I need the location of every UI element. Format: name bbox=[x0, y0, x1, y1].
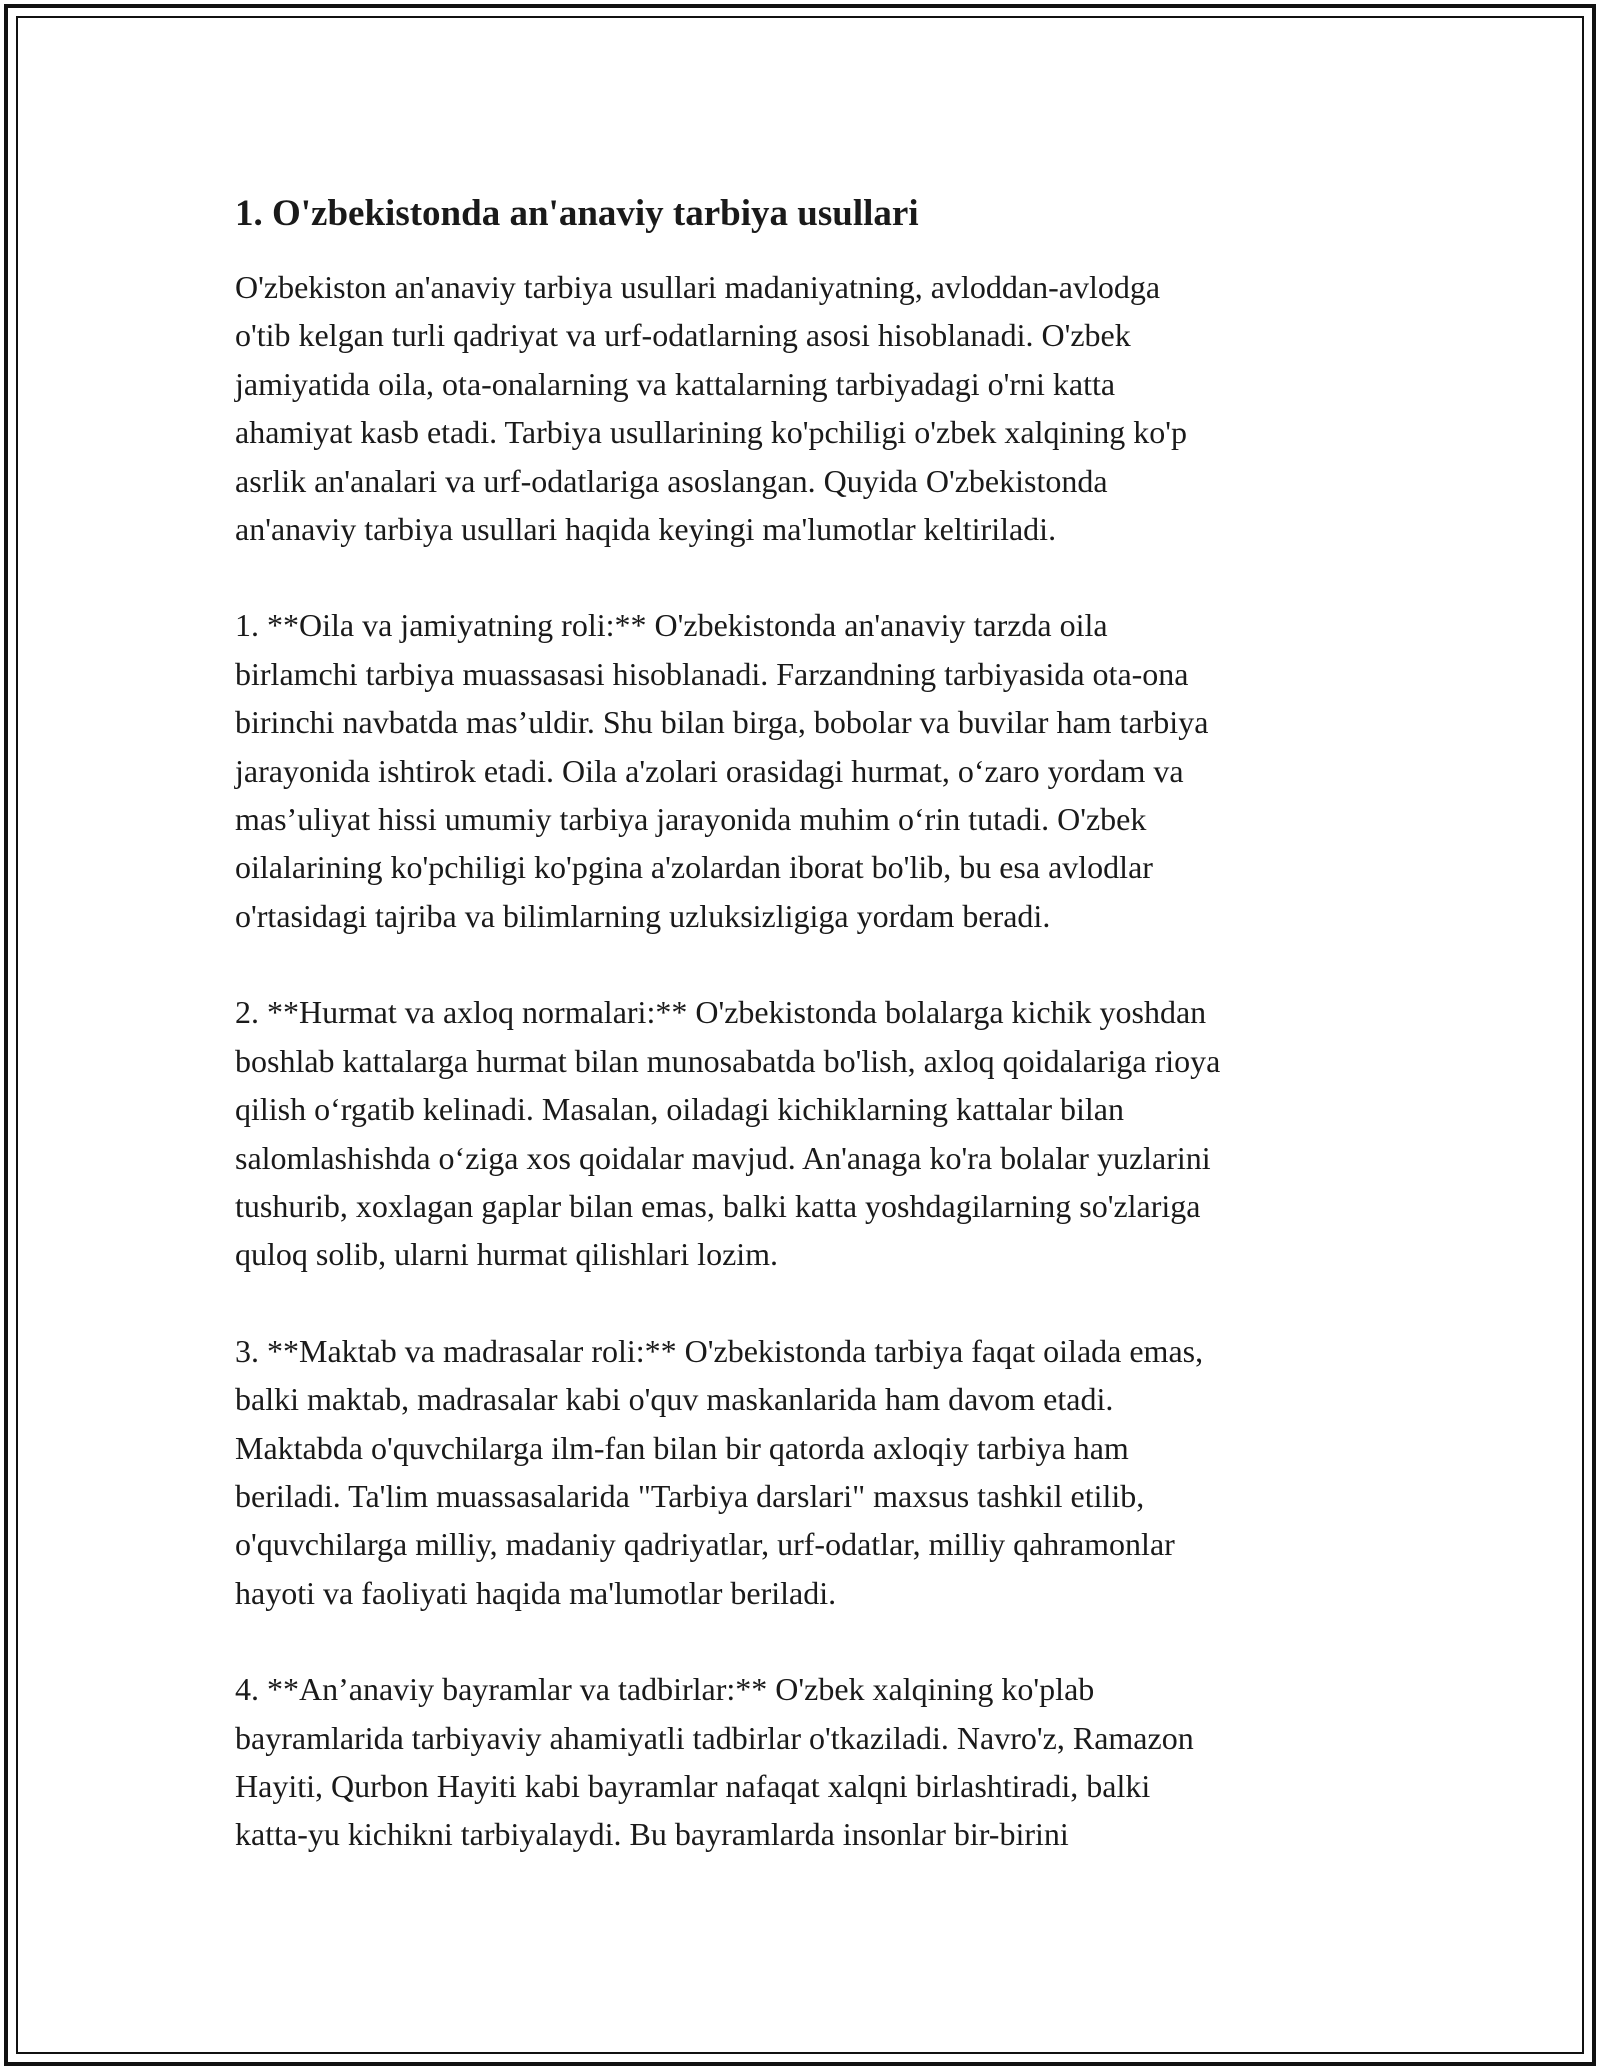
document-content bbox=[235, 188, 1385, 1859]
text-line: O'zbekiston an'anaviy tarbiya usullari madaniyatning, avloddan-avlodga bbox=[235, 269, 1161, 305]
paragraph-schools-role bbox=[235, 1327, 1385, 1617]
paragraph-family-role bbox=[235, 601, 1385, 940]
text-line: 1. **Oila va jamiyatning roli:** O'zbekistonda an'anaviy tarzda oila bbox=[235, 607, 1108, 644]
text-line: ahamiyat kasb etadi. Tarbiya usullarining ko'pchiligi o'zbek xalqining ko'p bbox=[235, 414, 1188, 451]
text-line: 2. **Hurmat va axloq normalari:** O'zbekistonda bolalarga kichik yoshdan bbox=[235, 994, 1207, 1031]
text-line: o'rtasidagi tajriba va bilimlarning uzluksizligiga yordam beradi. bbox=[235, 897, 1051, 934]
paragraph-intro bbox=[235, 263, 1385, 553]
text-line: jamiyatida oila, ota-onalarning va kattalarning tarbiyadagi o'rni katta bbox=[235, 365, 1116, 402]
text-line: birinchi navbatda mas’uldir. Shu bilan birga, bobolar va buvilar ham tarbiya bbox=[235, 704, 1209, 741]
text-line: an'anaviy tarbiya usullari haqida keyingi ma'lumotlar keltiriladi. bbox=[235, 511, 1057, 548]
paragraph-respect-morals bbox=[235, 988, 1385, 1278]
text-line: boshlab kattalarga hurmat bilan munosabatda bo'lish, axloq qoidalariga rioya bbox=[235, 1042, 1221, 1079]
text-line: tushurib, xoxlagan gaplar bilan emas, balki katta yoshdagilarning so'zlariga bbox=[235, 1187, 1201, 1224]
text-line: salomlashishda o‘ziga xos qoidalar mavjud. An'anaga ko'ra bolalar yuzlarini bbox=[235, 1139, 1211, 1176]
text-line: 3. **Maktab va madrasalar roli:** O'zbekistonda tarbiya faqat oilada emas, bbox=[235, 1332, 1204, 1369]
text-line: oilalarining ko'pchiligi ko'pgina a'zolardan iborat bo'lib, bu esa avlodlar bbox=[235, 849, 1153, 886]
text-line: Hayiti, Qurbon Hayiti kabi bayramlar nafaqat xalqni birlashtiradi, balki bbox=[235, 1767, 1151, 1804]
text-line: jarayonida ishtirok etadi. Oila a'zolari orasidagi hurmat, o‘zaro yordam va bbox=[235, 752, 1184, 789]
text-line: o'quvchilarga milliy, madaniy qadriyatlar, urf-odatlar, milliy qahramonlar bbox=[235, 1526, 1175, 1563]
text-line: 4. **An’anaviy bayramlar va tadbirlar:** O'zbek xalqining ko'plab bbox=[235, 1671, 1095, 1708]
text-line: asrlik an'analari va urf-odatlariga asoslangan. Quyida O'zbekistonda bbox=[235, 462, 1108, 499]
text-line: balki maktab, madrasalar kabi o'quv maskanlarida ham davom etadi. bbox=[235, 1381, 1114, 1418]
section-heading: 1. O'zbekistonda an'anaviy tarbiya usullari bbox=[235, 193, 919, 234]
text-line: o'tib kelgan turli qadriyat va urf-odatlarning asosi hisoblanadi. O'zbek bbox=[235, 317, 1131, 354]
text-line: bayramlarida tarbiyaviy ahamiyatli tadbirlar o'tkaziladi. Navro'z, Ramazon bbox=[235, 1719, 1194, 1756]
text-line: birlamchi tarbiya muassasasi hisoblanadi. Farzandning tarbiyasida ota-ona bbox=[235, 655, 1189, 692]
text-line: Maktabda o'quvchilarga ilm-fan bilan bir qatorda axloqiy tarbiya ham bbox=[235, 1429, 1129, 1466]
text-line: hayoti va faoliyati haqida ma'lumotlar beriladi. bbox=[235, 1574, 837, 1611]
text-line: quloq solib, ularni hurmat qilishlari lozim. bbox=[235, 1236, 779, 1273]
text-line: katta-yu kichikni tarbiyalaydi. Bu bayramlarda insonlar bir-birini bbox=[235, 1816, 1069, 1853]
text-line: beriladi. Ta'lim muassasalarida "Tarbiya darslari" maxsus tashkil etilib, bbox=[235, 1477, 1145, 1514]
paragraph-holidays bbox=[235, 1665, 1385, 1859]
text-line: qilish o‘rgatib kelinadi. Masalan, oiladagi kichiklarning kattalar bilan bbox=[235, 1091, 1124, 1128]
text-line: mas’uliyat hissi umumiy tarbiya jarayonida muhim o‘rin tutadi. O'zbek bbox=[235, 801, 1147, 838]
